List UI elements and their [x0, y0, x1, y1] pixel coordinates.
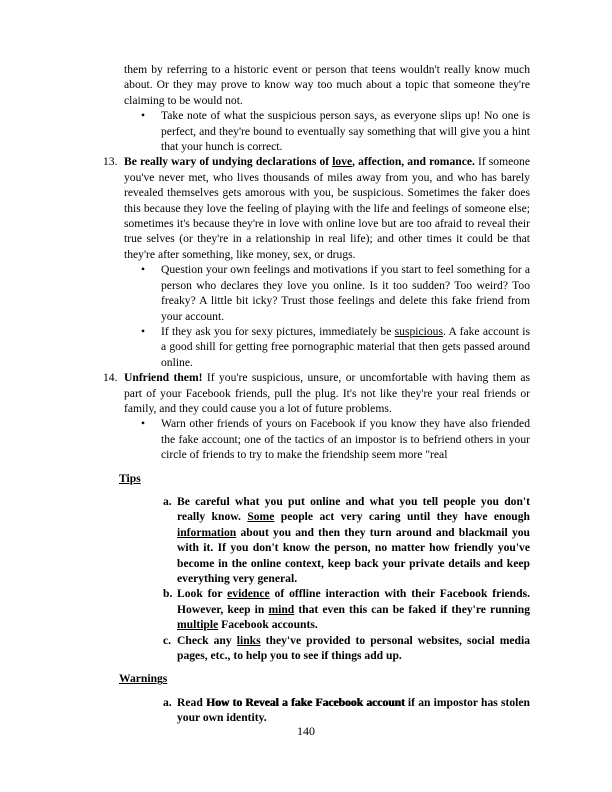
lettered-item [163, 695, 530, 726]
text-run: of offline interaction with their Facebook friends. However, keep in [177, 587, 530, 616]
section-heading-text: Tips [119, 471, 141, 485]
text-run: they've provided to personal websites, social media pages, etc., to help you to see if things add up. [177, 633, 530, 663]
item-number: 14. [103, 371, 118, 385]
text-run: If they ask you for sexy pictures, immediately be [161, 324, 395, 338]
item-letter: b. [163, 587, 173, 601]
underlined-text: links [236, 633, 261, 647]
paragraph-continuation [124, 62, 530, 108]
text-run: about you and then they turn around and blackmail you with it. If you don't know the person, no matter how friendly you've become in the online context, keep back your private details and keep everything very general. [177, 525, 530, 585]
item-letter: c. [163, 633, 172, 647]
bullet-item [141, 324, 530, 370]
item-letter: a. [163, 695, 172, 709]
underlined-text: love [332, 155, 353, 169]
section-heading [119, 671, 530, 686]
text-run: Check any [177, 633, 237, 647]
bullet-icon: • [141, 417, 146, 431]
lettered-item [163, 494, 530, 586]
underlined-text: multiple [177, 618, 219, 632]
text-run: Question your own feelings and motivations if you start to feel something for a person who declares they love you online. Is it too sudden? Too weird? Too freaky? A little bit icky? Trust those feelings and delete this fake friend from your account. [161, 263, 530, 323]
bullet-icon: • [141, 263, 146, 277]
bullet-item [141, 262, 530, 324]
item-number: 13. [103, 155, 118, 169]
text-run: , affection, and romance. [352, 155, 475, 169]
page-number: 140 [297, 724, 315, 738]
underlined-text: evidence [227, 587, 270, 601]
text-run: Unfriend them! [124, 371, 203, 385]
text-run: if an impostor has stolen your own identity. [177, 695, 530, 725]
underlined-text: Some [247, 510, 275, 524]
text-run: Be really wary of undying declarations of [124, 155, 333, 169]
bullet-icon: • [141, 109, 146, 123]
text-run: Warn other friends of yours on Facebook if you know they have also friended the fake account; one of the tactics of an impostor is to befriend others in your circle of friends to try to make the friendship seem more "real [161, 417, 530, 462]
underlined-text: information [177, 525, 237, 539]
text-run: Facebook accounts. [218, 618, 318, 632]
article-title-reference: How to Reveal a fake Facebook account [205, 695, 405, 709]
text-run: Look for [177, 587, 228, 601]
text-run: . A fake account is a good shill for getting free pornographic material that then gets passed around online. [161, 324, 530, 369]
lettered-item [163, 633, 530, 664]
text-run: Take note of what the suspicious person says, as everyone slips up! No one is perfect, and they're bound to eventually say something that will give you a hint that your hunch is correct. [161, 109, 530, 154]
section-heading-text: Warnings [119, 672, 168, 686]
numbered-item [103, 370, 530, 416]
bullet-item [141, 416, 530, 462]
bullet-icon: • [141, 324, 146, 338]
bullet-item [141, 108, 530, 154]
lettered-item [163, 586, 530, 632]
underlined-text: suspicious [394, 324, 443, 338]
text-run: that even this can be faked if they're running [294, 602, 530, 616]
item-letter: a. [163, 494, 172, 508]
text-run: If you're suspicious, unsure, or uncomfortable with having them as part of your Facebook friends, pull the plug. It's not like they're your real friends or family, and they could cause you a lot of future problems. [124, 371, 530, 415]
text-run: them by referring to a historic event or person that teens wouldn't really know much about. Or they may prove to know way too much about a topic that someone they're claiming to be would not. [124, 63, 530, 107]
text-run: Be careful what you put online and what you tell people you don't really know. [177, 494, 530, 524]
text-run: Read [177, 695, 206, 709]
text-run: people act very caring until they have enough [274, 510, 530, 524]
underlined-text: mind [268, 602, 295, 616]
section-heading [119, 471, 530, 486]
numbered-item [103, 154, 530, 262]
text-run: If someone you've never met, who lives thousands of miles away from you, and who has barely revealed themselves gets amorous with you, be suspicious. Sometimes the faker does this because they love the feeling of playing with the life and feelings of someone else; sometimes it's because they're in love with online love but are too afraid to reveal their true selves (or they're in a relationship in real life); and other times it could be that they're after something, like money, sex, or drugs. [124, 155, 531, 261]
